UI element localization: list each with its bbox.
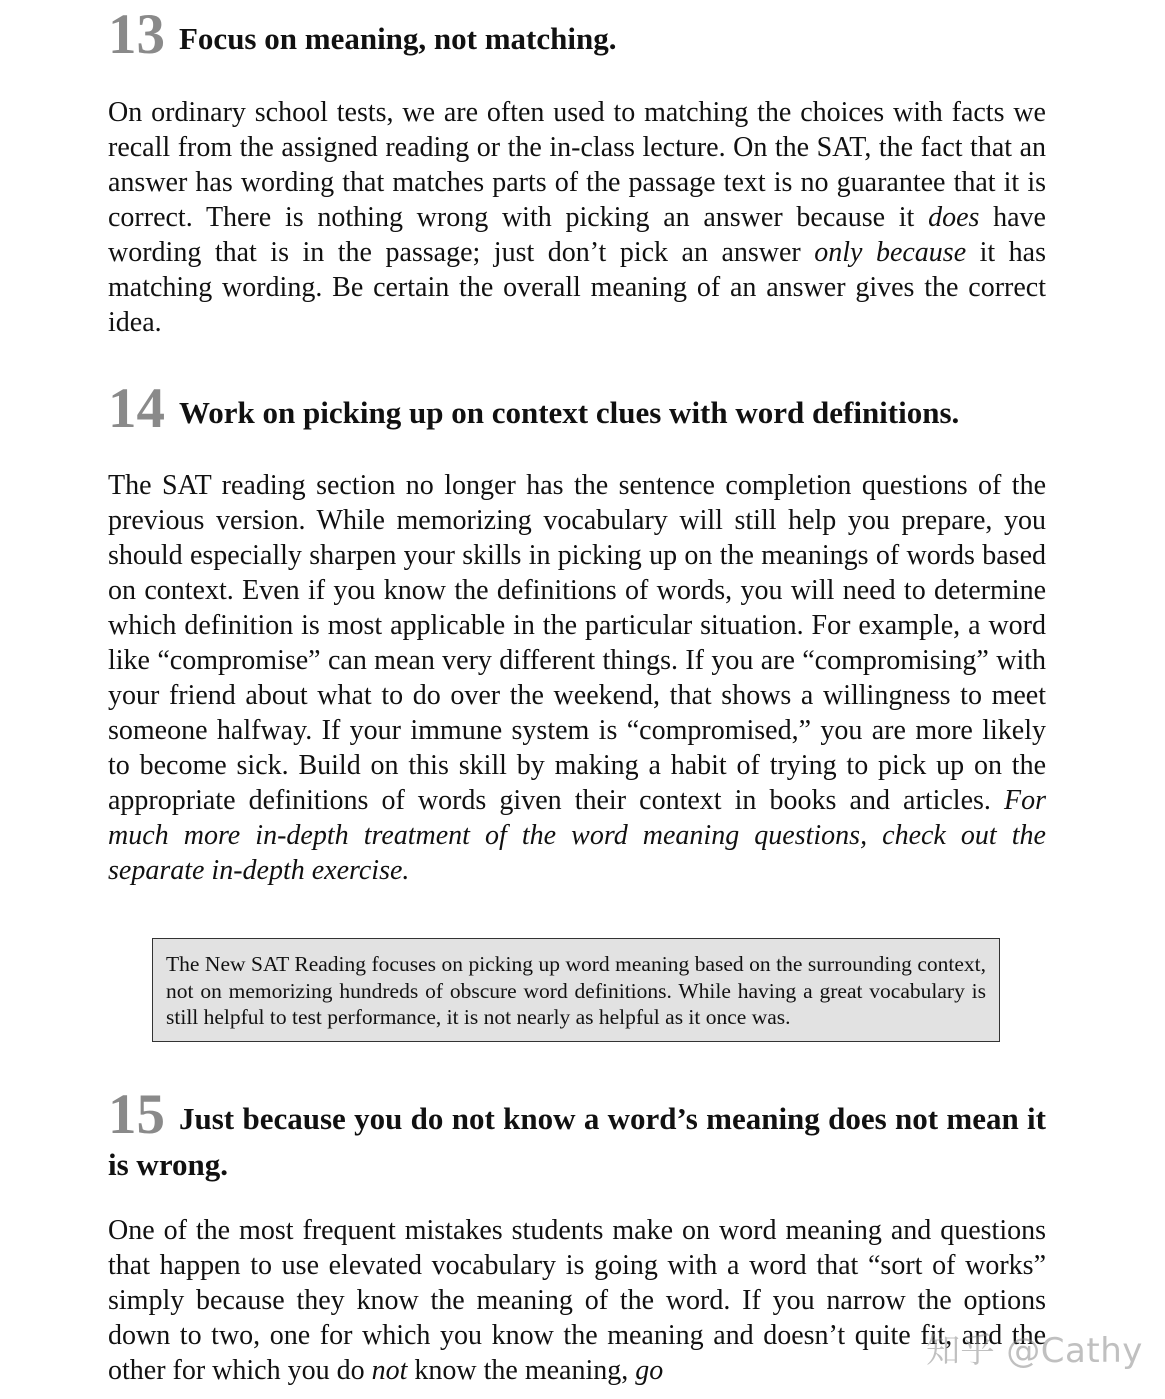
text-segment: have wording that is in the passage; just don’t pick an answer	[108, 202, 1046, 268]
text-segment: it has matching wording. Be certain the overall meaning of an answer gives the correct idea.	[108, 237, 1047, 338]
text-segment: know the meaning,	[407, 1355, 636, 1386]
tip-number: 13	[108, 3, 165, 66]
tip-13-paragraph	[108, 95, 1046, 340]
tip-13-heading	[108, 3, 617, 66]
emphasis-text: not	[371, 1355, 408, 1386]
callout-box	[152, 938, 1000, 1042]
tip-title: Focus on meaning, not matching.	[179, 21, 617, 56]
tip-number: 14	[108, 377, 165, 440]
text-segment: On ordinary school tests, we are often used to matching the choices with facts we recall from the assigned reading or the in-class lecture. On the SAT, the fact that an answer has wording that matches parts of the passage text is no guarantee that it is correct. There is nothing wrong with picking an answer because it	[108, 97, 1046, 233]
emphasis-text: does	[928, 202, 980, 233]
tip-title: Just because you do not know a word’s meaning does not mean it is wrong.	[108, 1101, 1046, 1182]
tip-14-paragraph	[108, 468, 1046, 888]
tip-15-paragraph	[108, 1213, 1046, 1388]
tip-15-heading	[108, 1083, 1046, 1188]
emphasis-text: go	[635, 1355, 664, 1386]
emphasis-text: only because	[814, 237, 967, 268]
text-segment: The SAT reading section no longer has the sentence completion questions of the previous version. While memorizing vocabulary will still help you prepare, you should especially sharpen your skills in picking up on the meanings of words based on context. Even if you know the definitions of words, you will need to determine which definition is most applicable in the particular situation. For example, a word like “compromise” can mean very different things. If you are “compromising” with your friend about what to do over the weekend, that shows a willingness to meet someone halfway. If your immune system is “compromised,” you are more likely to become sick. Build on this skill by making a habit of trying to pick up on the appropriate definitions of words given their context in books and articles.	[108, 470, 1046, 816]
callout-text: The New SAT Reading focuses on picking up word meaning based on the surrounding context, not on memorizing hundreds of obscure word definitions. While having a great vocabulary is still helpful to test performance, it is not nearly as helpful as it once was.	[166, 952, 986, 1029]
tip-14-heading	[108, 377, 960, 440]
emphasis-text: For much more in-depth treatment of the word meaning questions, check out the separate in-depth exercise.	[108, 785, 1046, 886]
tip-title: Work on picking up on context clues with word definitions.	[179, 395, 960, 430]
tip-number: 15	[108, 1083, 165, 1146]
text-segment: One of the most frequent mistakes students make on word meaning and questions that happen to use elevated vocabulary is going with a word that “sort of works” simply because they know the meaning of the word. If you narrow the options down to two, one for which you know the meaning and doesn’t quite fit, and the other for which you do	[108, 1215, 1046, 1386]
watermark: 知乎 @Cathy	[926, 1331, 1143, 1371]
